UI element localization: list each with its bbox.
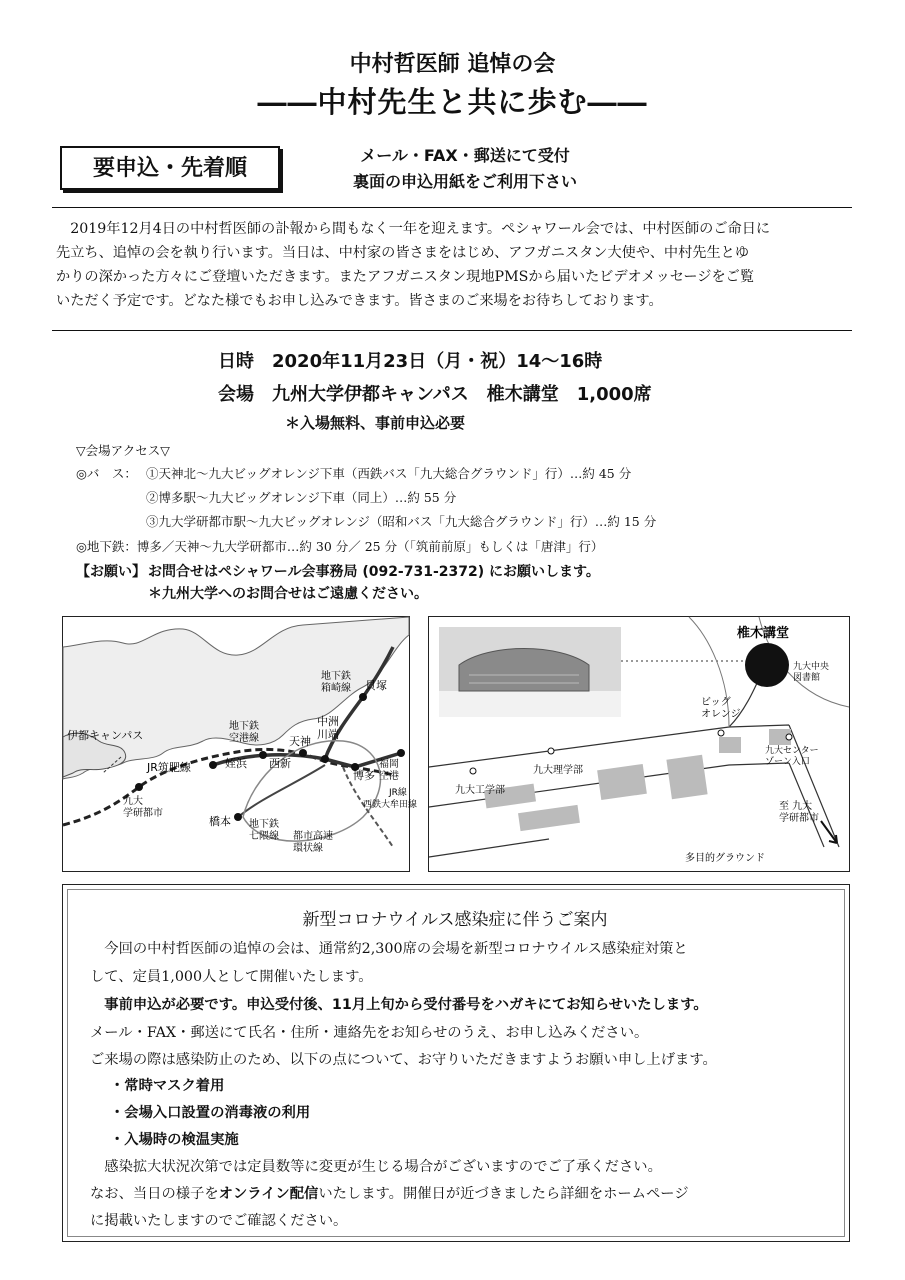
label-tenjin: 天神 xyxy=(289,735,311,748)
station-marker xyxy=(397,749,405,757)
area-map xyxy=(62,616,418,872)
contact-label: 【お願い】 xyxy=(76,564,146,580)
notice-line: 感染拡大状況次第では定員数等に変更が生じる場合がございますのでご了承ください。 xyxy=(90,1159,662,1175)
hall-photo-ground xyxy=(439,691,621,717)
event-title: ――中村先生と共に歩む―― xyxy=(257,85,648,119)
bus-stop-marker xyxy=(470,768,476,774)
area-map-drawing xyxy=(63,617,418,871)
campus-map-drawing xyxy=(429,617,849,871)
label-ground: 多目的グラウンド xyxy=(685,853,765,864)
building-block xyxy=(666,755,707,800)
notice-line xyxy=(90,1183,689,1203)
building-block xyxy=(719,737,741,753)
label-hashimoto: 橋本 xyxy=(209,815,231,828)
label-station: 九大学研都市 xyxy=(123,796,163,819)
label-nakasu: 中洲川端 xyxy=(317,715,339,741)
label-hall: 椎木講堂 xyxy=(737,626,790,641)
event-admission-note: ＊入場無料、事前申込必要 xyxy=(285,414,466,432)
notice-bullet: ・常時マスク着用 xyxy=(110,1078,225,1094)
bus-stop-marker xyxy=(718,730,724,736)
station-marker xyxy=(135,783,143,791)
building-block xyxy=(597,764,647,800)
bus-label: ◎バ ス： xyxy=(76,466,137,481)
label-nishijin: 西新 xyxy=(269,757,291,770)
notice-line: に掲載いたしますのでご確認ください。 xyxy=(90,1213,348,1229)
campus-map xyxy=(428,616,850,872)
label-meinohama: 姪浜 xyxy=(225,757,247,770)
label-hakata: 博多 xyxy=(353,769,375,782)
notice-bullet: ・入場時の検温実施 xyxy=(110,1132,239,1148)
notice-line: して、定員1,000人として開催いたします。 xyxy=(90,969,373,985)
hall-marker xyxy=(745,643,789,687)
notice-online-post: いたします。開催日が近づきましたら詳細をホームページ xyxy=(318,1186,689,1202)
access-heading: ▽会場アクセス▽ xyxy=(76,443,170,458)
intro-paragraph xyxy=(56,217,848,313)
notice-line: メール・FAX・郵送にて氏名・住所・連絡先をお知らせのうえ、お申し込みください。 xyxy=(90,1025,649,1041)
hall-photo-building xyxy=(459,649,589,692)
bus-stop-marker xyxy=(786,734,792,740)
intro-top-rule xyxy=(52,207,852,208)
bus-stop-marker xyxy=(548,748,554,754)
label-center-zone: 九大センターゾーン入口 xyxy=(765,746,819,767)
notice-line: ご来場の際は感染防止のため、以下の点について、お守りいただきますようお願い申し上げます。 xyxy=(90,1052,717,1068)
accept-methods: メール・FAX・郵送にて受付 xyxy=(360,146,570,165)
label-science: 九大理学部 xyxy=(533,765,583,776)
intro-line: 先立ち、追悼の会を執り行います。当日は、中村家の皆さまをはじめ、アフガニスタン大使や、中村先生とゆ xyxy=(56,245,750,261)
subway-nanakuma-line xyxy=(238,765,325,817)
label-nanakuma-line: 地下鉄七隈線 xyxy=(249,819,279,842)
label-library: 九大中央図書館 xyxy=(793,662,830,683)
notice-online-emphasis: オンライン配信 xyxy=(218,1186,319,1202)
label-kaizuka: 貝塚 xyxy=(365,679,387,692)
label-hakozaki-line: 地下鉄箱崎線 xyxy=(321,671,351,694)
notice-line: 今回の中村哲医師の追悼の会は、通常約2,300席の会場を新型コロナウイルス感染症対策と xyxy=(90,941,688,957)
subway-route: ◎地下鉄：博多／天神～九大学研都市…約 30 分／ 25 分（「筑前前原」もしくは「唐津」行） xyxy=(76,539,604,554)
station-marker xyxy=(321,755,329,763)
event-subtitle: 中村哲医師 追悼の会 xyxy=(349,51,556,77)
intro-line: 2019年12月4日の中村哲医師の訃報から間もなく一年を迎えます。ペシャワール会では、中村医師のご命日に xyxy=(56,221,771,237)
notice-bullet: ・会場入口設置の消毒液の利用 xyxy=(110,1105,311,1121)
label-kuko-line: 地下鉄空港線 xyxy=(229,721,259,744)
intro-bottom-rule xyxy=(52,330,852,331)
label-big-orange: ビッグオレンジ xyxy=(701,697,741,720)
label-nishitetsu: 西鉄大牟田線 xyxy=(363,800,418,810)
application-badge: 要申込・先着順 xyxy=(60,146,280,190)
station-marker xyxy=(259,751,267,759)
direction-arrow-icon xyxy=(821,821,837,843)
station-marker xyxy=(359,693,367,701)
building-block xyxy=(518,805,580,831)
event-venue: 会場 九州大学伊都キャンパス 椎木講堂 1,000席 xyxy=(218,384,652,405)
label-jrline: JR線 xyxy=(389,788,407,798)
accept-form-note: 裏面の申込用紙をご利用下さい xyxy=(352,172,577,191)
station-marker xyxy=(209,761,217,769)
notice-online-pre: なお、当日の様子を xyxy=(90,1186,219,1202)
label-engineering: 九大工学部 xyxy=(455,785,505,796)
label-campus: 伊都キャンパス xyxy=(67,729,144,742)
station-marker xyxy=(234,813,242,821)
bus-route: ①天神北～九大ビッグオレンジ下車（西鉄バス「九大総合グラウンド」行）…約 45 分 xyxy=(146,466,632,481)
label-airport: 福岡空港 xyxy=(379,759,399,782)
contact-info: お問合せはペシャワール会事務局 (092-731-2372) にお願いします。 xyxy=(148,564,600,580)
event-date: 日時 2020年11月23日（月・祝）14～16時 xyxy=(218,351,603,372)
station-marker xyxy=(299,749,307,757)
notice-line-emphasis: 事前申込が必要です。申込受付後、11月上旬から受付番号をハガキにてお知らせいたします。 xyxy=(90,997,708,1013)
contact-note: ＊九州大学へのお問合せはご遠慮ください。 xyxy=(148,586,428,602)
bus-route: ②博多駅～九大ビッグオレンジ下車（同上）…約 55 分 xyxy=(146,490,457,505)
label-jr: JR筑肥線 xyxy=(147,761,191,774)
intro-line: いただく予定です。どなた様でもお申し込みできます。皆さまのご来場をお待ちしております。 xyxy=(56,293,663,309)
bus-route: ③九大学研都市駅～九大ビッグオレンジ（昭和バス「九大総合グラウンド」行）…約 15 分 xyxy=(146,514,657,529)
intro-line: かりの深かった方々にご登壇いただきます。またアフガニスタン現地PMSから届いたビデオメッセージをご覧 xyxy=(56,269,755,285)
label-expressway: 都市高速環状線 xyxy=(293,831,333,854)
covid-notice-title: 新型コロナウイルス感染症に伴うご案内 xyxy=(302,910,608,930)
label-to-station: 至 九大学研都市 xyxy=(779,801,819,824)
